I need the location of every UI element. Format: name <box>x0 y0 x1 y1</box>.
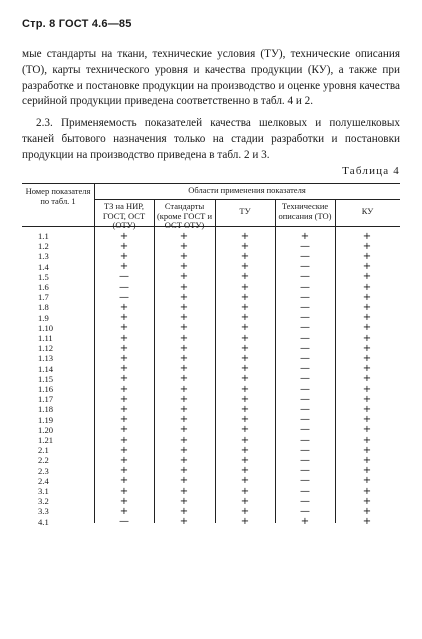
applicability-mark: + <box>240 475 250 487</box>
applicability-mark: + <box>362 250 372 262</box>
applicability-mark: + <box>179 495 189 507</box>
col-header-tz: ТЗ на НИР, ГОСТ, ОСТ (ОТУ) <box>102 201 146 230</box>
applicability-mark: + <box>240 516 250 528</box>
applicability-mark: + <box>179 485 189 497</box>
applicability-mark: + <box>362 485 372 497</box>
applicability-mark: — <box>300 414 310 426</box>
applicability-mark: — <box>300 444 310 456</box>
row-number: 1.8 <box>38 302 49 313</box>
applicability-mark: + <box>179 342 189 354</box>
applicability-mark: + <box>240 342 250 354</box>
row-number: 1.1 <box>38 231 49 241</box>
row-number: 2.3 <box>38 465 49 476</box>
applicability-mark: + <box>362 322 372 334</box>
applicability-mark: + <box>240 261 250 273</box>
row-number: 1.13 <box>38 353 54 364</box>
applicability-mark: — <box>300 485 310 497</box>
applicability-mark: + <box>362 393 372 405</box>
row-number: 2.1 <box>38 445 49 456</box>
applicability-mark: + <box>362 373 372 385</box>
applicability-mark: + <box>240 403 250 415</box>
paragraph-continued: мые стандарты на ткани, технические условия (ТУ), технические описания (ТО), карты технического уровня и качества продукции (КУ), а также при разработке и постановке продукции на производство и оценке уровня качества серийной продукции приведена соответственно в табл. 4 и 2. <box>22 48 400 108</box>
applicability-mark: + <box>240 434 250 446</box>
row-number: 3.3 <box>38 506 49 517</box>
applicability-mark: — <box>300 454 310 466</box>
applicability-mark: + <box>119 485 129 497</box>
applicability-mark: + <box>179 322 189 334</box>
row-number: 4.1 <box>38 516 49 527</box>
applicability-mark: + <box>179 352 189 364</box>
applicability-mark: — <box>300 342 310 354</box>
applicability-mark: + <box>119 393 129 405</box>
applicability-mark: — <box>300 261 310 273</box>
applicability-mark: + <box>179 240 189 252</box>
row-number: 1.20 <box>38 424 54 435</box>
row-number: 1.12 <box>38 343 54 354</box>
applicability-mark: + <box>240 240 250 252</box>
applicability-mark: — <box>300 312 310 324</box>
applicability-mark: + <box>362 516 372 528</box>
column-divider <box>94 183 95 523</box>
row-number: 1.21 <box>38 435 54 445</box>
applicability-mark: + <box>362 383 372 395</box>
applicability-mark: + <box>119 444 129 456</box>
applicability-mark: + <box>179 434 189 446</box>
applicability-mark: + <box>240 414 250 426</box>
applicability-mark: + <box>179 363 189 375</box>
applicability-mark: + <box>179 414 189 426</box>
row-number: 2.2 <box>38 455 49 466</box>
table-caption: Таблица 4 <box>342 165 400 177</box>
applicability-mark: + <box>119 505 129 517</box>
applicability-mark: + <box>119 495 129 507</box>
applicability-mark: + <box>240 373 250 385</box>
applicability-mark: + <box>362 301 372 313</box>
row-number: 1.5 <box>38 271 49 282</box>
applicability-mark: — <box>300 434 310 446</box>
applicability-mark: + <box>240 505 250 517</box>
applicability-table <box>22 183 400 528</box>
paragraph-2-3: 2.3. Применяемость показателей качества шелковых и полушелковых тканей бытового назначения только на стадии разработки и постановки продукции на производство приведена в табл. 2 и 3. <box>22 117 400 161</box>
applicability-mark: — <box>300 465 310 477</box>
applicability-mark: + <box>362 505 372 517</box>
applicability-mark: + <box>179 230 189 242</box>
applicability-mark: + <box>362 403 372 415</box>
row-number: 1.9 <box>38 312 49 323</box>
applicability-mark: + <box>240 454 250 466</box>
row-number: 3.1 <box>38 486 49 496</box>
row-number: 3.2 <box>38 496 49 507</box>
row-number: 1.18 <box>38 404 54 415</box>
applicability-mark: + <box>119 475 129 487</box>
applicability-mark: + <box>362 230 372 242</box>
applicability-mark: + <box>179 281 189 293</box>
applicability-mark: + <box>362 424 372 436</box>
applicability-mark: — <box>300 332 310 344</box>
applicability-mark: — <box>300 495 310 507</box>
applicability-mark: + <box>179 301 189 313</box>
applicability-mark: + <box>179 393 189 405</box>
applicability-mark: + <box>362 434 372 446</box>
applicability-mark: + <box>300 516 310 528</box>
applicability-mark: + <box>240 383 250 395</box>
applicability-mark: + <box>119 261 129 273</box>
row-number: 1.10 <box>38 322 54 333</box>
applicability-mark: + <box>362 444 372 456</box>
applicability-mark: + <box>179 475 189 487</box>
applicability-mark: + <box>240 363 250 375</box>
applicability-mark: + <box>179 403 189 415</box>
applicability-mark: + <box>362 281 372 293</box>
applicability-mark: + <box>362 332 372 344</box>
row-number: 1.6 <box>38 282 49 292</box>
applicability-mark: — <box>300 475 310 487</box>
applicability-mark: + <box>119 250 129 262</box>
applicability-mark: + <box>119 403 129 415</box>
column-divider <box>335 199 336 523</box>
row-number: 1.7 <box>38 292 49 303</box>
applicability-mark: — <box>300 373 310 385</box>
applicability-mark: + <box>362 261 372 273</box>
column-divider <box>154 199 155 523</box>
applicability-mark: — <box>119 281 129 293</box>
applicability-mark: + <box>362 291 372 303</box>
applicability-mark: + <box>362 475 372 487</box>
applicability-mark: + <box>119 322 129 334</box>
applicability-mark: + <box>119 312 129 324</box>
applicability-mark: — <box>300 291 310 303</box>
applicability-mark: + <box>362 342 372 354</box>
applicability-mark: — <box>300 301 310 313</box>
applicability-mark: + <box>119 352 129 364</box>
column-divider <box>275 199 276 523</box>
applicability-mark: + <box>119 301 129 313</box>
applicability-mark: + <box>119 414 129 426</box>
applicability-mark: + <box>179 516 189 528</box>
applicability-mark: + <box>179 465 189 477</box>
applicability-mark: + <box>240 393 250 405</box>
column-divider <box>215 199 216 523</box>
applicability-mark: — <box>300 281 310 293</box>
applicability-mark: + <box>179 250 189 262</box>
applicability-mark: + <box>240 250 250 262</box>
applicability-mark: + <box>179 271 189 283</box>
applicability-mark: + <box>362 495 372 507</box>
row-number: 2.4 <box>38 475 49 486</box>
group-header-divider <box>94 199 400 200</box>
applicability-mark: + <box>179 373 189 385</box>
applicability-mark: — <box>300 352 310 364</box>
applicability-mark: + <box>179 261 189 273</box>
applicability-mark: + <box>240 312 250 324</box>
applicability-mark: + <box>240 301 250 313</box>
applicability-mark: + <box>179 291 189 303</box>
col-header-tu: ТУ <box>239 206 251 216</box>
applicability-mark: — <box>119 516 129 528</box>
applicability-mark: + <box>179 444 189 456</box>
page-header: Стр. 8 ГОСТ 4.6—85 <box>22 18 132 30</box>
applicability-mark: + <box>179 454 189 466</box>
applicability-mark: + <box>240 281 250 293</box>
applicability-mark: + <box>240 271 250 283</box>
applicability-mark: + <box>179 505 189 517</box>
applicability-mark: + <box>179 312 189 324</box>
applicability-mark: — <box>300 403 310 415</box>
applicability-mark: + <box>240 465 250 477</box>
applicability-mark: + <box>362 465 372 477</box>
applicability-mark: + <box>362 271 372 283</box>
applicability-mark: + <box>362 363 372 375</box>
applicability-mark: — <box>300 240 310 252</box>
group-header: Области применения показателя <box>188 185 306 195</box>
applicability-mark: — <box>300 383 310 395</box>
row-number: 1.17 <box>38 394 54 405</box>
col-header-ku: КУ <box>361 206 374 216</box>
applicability-mark: + <box>119 342 129 354</box>
applicability-mark: — <box>300 505 310 517</box>
applicability-mark: + <box>240 291 250 303</box>
applicability-mark: + <box>362 454 372 466</box>
applicability-mark: + <box>362 312 372 324</box>
applicability-mark: + <box>240 332 250 344</box>
applicability-mark: — <box>300 322 310 334</box>
row-number: 1.4 <box>38 261 49 272</box>
applicability-mark: + <box>179 424 189 436</box>
applicability-mark: + <box>300 230 310 242</box>
applicability-mark: — <box>119 291 129 303</box>
applicability-mark: + <box>240 322 250 334</box>
applicability-mark: + <box>119 240 129 252</box>
row-number-header: Номер показателя по табл. 1 <box>25 186 91 206</box>
applicability-mark: + <box>119 373 129 385</box>
row-number: 1.16 <box>38 384 54 394</box>
applicability-mark: + <box>119 434 129 446</box>
applicability-mark: + <box>119 424 129 436</box>
row-number: 1.14 <box>38 363 54 374</box>
applicability-mark: + <box>119 465 129 477</box>
applicability-mark: + <box>119 363 129 375</box>
row-number: 1.11 <box>38 333 53 343</box>
applicability-mark: + <box>240 424 250 436</box>
row-number: 1.3 <box>38 251 49 262</box>
applicability-mark: + <box>362 240 372 252</box>
row-number: 1.15 <box>38 373 54 384</box>
applicability-mark: + <box>119 332 129 344</box>
row-number: 1.19 <box>38 414 54 425</box>
row-number: 1.2 <box>38 241 49 252</box>
applicability-mark: + <box>119 383 129 395</box>
applicability-mark: — <box>300 424 310 436</box>
applicability-mark: + <box>240 444 250 456</box>
applicability-mark: — <box>119 271 129 283</box>
applicability-mark: — <box>300 393 310 405</box>
applicability-mark: + <box>240 352 250 364</box>
applicability-mark: — <box>300 271 310 283</box>
applicability-mark: + <box>119 230 129 242</box>
table-top-border <box>22 183 400 184</box>
applicability-mark: + <box>240 485 250 497</box>
col-header-to: Технические описания (ТО) <box>278 201 332 221</box>
applicability-mark: — <box>300 250 310 262</box>
applicability-mark: + <box>240 495 250 507</box>
applicability-mark: + <box>362 414 372 426</box>
applicability-mark: + <box>179 383 189 395</box>
applicability-mark: + <box>240 230 250 242</box>
applicability-mark: — <box>300 363 310 375</box>
applicability-mark: + <box>179 332 189 344</box>
col-header-standards: Стандарты (кроме ГОСТ и ОСТ ОТУ) <box>156 201 213 230</box>
applicability-mark: + <box>362 352 372 364</box>
applicability-mark: + <box>119 454 129 466</box>
